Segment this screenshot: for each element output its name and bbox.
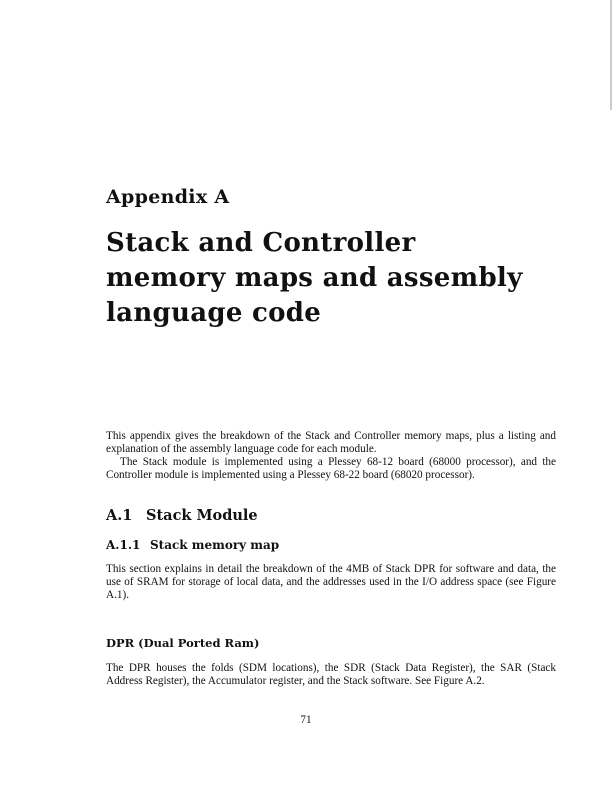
section-title: Stack Module xyxy=(146,507,258,524)
intro-paragraph-1: This appendix gives the breakdown of the Stack and Controller memory maps, plus a listing and explanation of the assembly language code for each module. xyxy=(106,430,556,455)
section-heading xyxy=(106,507,556,524)
chapter-title: Stack and Controller memory maps and assembly language code xyxy=(106,228,523,328)
appendix-label: Appendix A xyxy=(106,186,230,208)
paragraph-heading: DPR (Dual Ported Ram) xyxy=(106,636,260,650)
dpr-paragraph: The DPR houses the folds (SDM locations), the SDR (Stack Data Register), the SAR (Stack Address Register), the Accumulator register, and the Stack software. See Figure A.2. xyxy=(106,662,556,687)
subsection-heading xyxy=(106,538,556,552)
section-number: A.1 xyxy=(106,507,133,524)
subsection-title: Stack memory map xyxy=(150,538,280,552)
intro-paragraph-2: The Stack module is implemented using a Plessey 68-12 board (68000 processor), and the Controller module is implemented using a Plessey 68-22 board (68020 processor). xyxy=(106,456,556,481)
subsection-number: A.1.1 xyxy=(106,538,141,552)
page-number: 71 xyxy=(300,714,312,726)
subsection-paragraph: This section explains in detail the breakdown of the 4MB of Stack DPR for software and data, the use of SRAM for storage of local data, and the addresses used in the I/O address space (see Figure A.1). xyxy=(106,563,556,601)
